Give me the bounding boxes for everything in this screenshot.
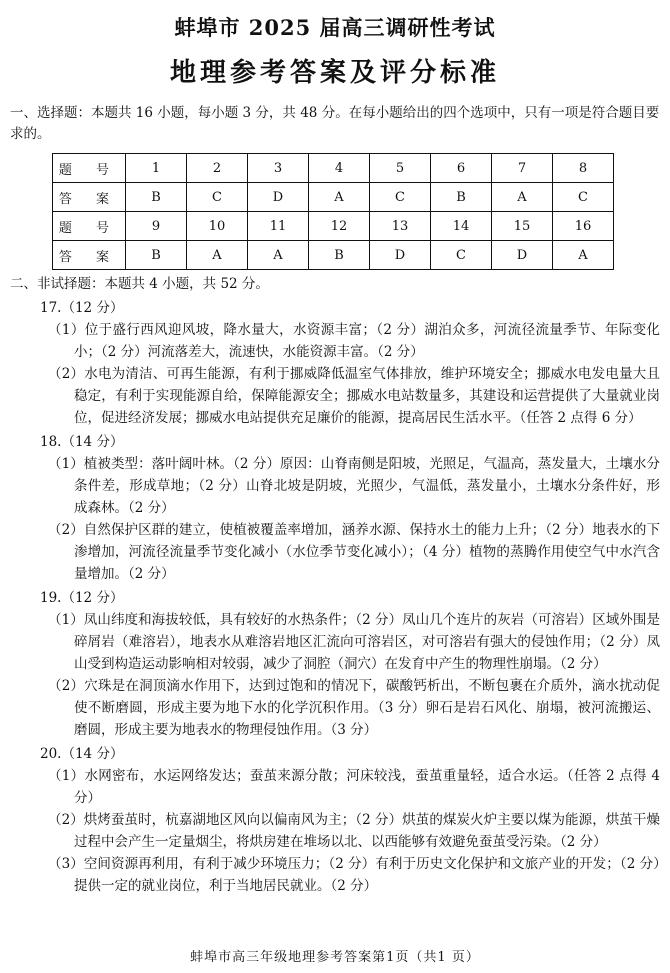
answer-cell: B (431, 183, 492, 212)
question-number-cell: 2 (187, 154, 248, 183)
question-number-cell: 14 (431, 212, 492, 241)
question-number-cell: 15 (492, 212, 553, 241)
answer-cell: D (248, 183, 309, 212)
question-number-cell: 12 (309, 212, 370, 241)
question-number-header: 题 号 (53, 154, 126, 183)
answer-header: 答 案 (53, 241, 126, 270)
question-number-cell: 1 (126, 154, 187, 183)
question-number-cell: 8 (553, 154, 614, 183)
answer-cell: A (187, 241, 248, 270)
answer-cell: D (492, 241, 553, 270)
answer-header: 答 案 (53, 183, 126, 212)
answer-cell: B (126, 183, 187, 212)
question-number-cell: 11 (248, 212, 309, 241)
question-20 (10, 743, 660, 897)
question-number-cell: 10 (187, 212, 248, 241)
answer-paragraph: （3）空间资源再利用，有利于减少环境压力；（2 分）有利于历史文化保护和文旅产业的开发；（2 分）提供一定的就业岗位，利于当地居民就业。（2 分） (48, 856, 660, 894)
question-number-cell: 6 (431, 154, 492, 183)
question-number-cell: 13 (370, 212, 431, 241)
answer-paragraph: （1）凤山纬度和海拔较低，具有较好的水热条件；（2 分）凤山几个连片的灰岩（可溶岩）区域外围是碎屑岩（难溶岩），地表水从难溶岩地区汇流向可溶岩区，对可溶岩有强大的侵蚀作用；（2 分）凤山受到构造运动影响相对较弱，减少了洞腔（洞穴）在发育中产生的物理性崩塌。（2 分） (48, 612, 660, 672)
answer-paragraph: （1）水网密布，水运网络发达；蚕茧来源分散；河床较浅，蚕茧重量轻，适合水运。（任答 2 点得 4 分） (48, 768, 660, 806)
answer-paragraph: （2）自然保护区群的建立，使植被覆盖率增加，涵养水源、保持水土的能力上升；（2 分）地表水的下渗增加，河流径流量季节变化减小（水位季节变化减小）；（4 分）植物的蒸腾作用使空气中水汽含量增加。（2 分） (48, 522, 660, 582)
table-row (53, 154, 614, 183)
answer-cell: D (370, 241, 431, 270)
question-number-cell: 4 (309, 154, 370, 183)
section-1-intro: 一、选择题：本题共 16 小题，每小题 3 分，共 48 分。在每小题给出的四个选项中，只有一项是符合题目要求的。 (10, 105, 660, 142)
document-title: 地理参考答案及评分标准 (169, 58, 500, 88)
answer-paragraph: （2）烘烤蚕茧时，杭嘉湖地区风向以偏南风为主；（2 分）烘茧的煤炭火炉主要以煤为能源，烘茧干燥过程中会产生一定量烟尘，将烘房建在堆场以北、以西能够有效避免蚕茧受污染。（2 分） (48, 812, 660, 850)
answer-cell: A (553, 241, 614, 270)
answer-cell: B (126, 241, 187, 270)
answer-cell: B (309, 241, 370, 270)
answer-cell: A (248, 241, 309, 270)
answer-cell: C (431, 241, 492, 270)
question-number: 19.（12 分） (40, 590, 124, 606)
section-2-intro: 二、非试择题：本题共 4 小题，共 52 分。 (10, 276, 269, 292)
question-19 (10, 587, 660, 741)
answer-table (52, 153, 614, 270)
answer-cell: A (492, 183, 553, 212)
question-number-header: 题 号 (53, 212, 126, 241)
answer-paragraph: （2）穴珠是在洞顶滴水作用下，达到过饱和的情况下，碳酸钙析出，不断包裹在介质外，滴水扰动促使不断磨圆，形成主要为地下水的化学沉积作用。（3 分）卵石是岩石风化、崩塌，被河流搬运、磨圆，形成主要为地表水的物理侵蚀作用。（3 分） (48, 678, 660, 738)
question-number-cell: 7 (492, 154, 553, 183)
table-row (53, 183, 614, 212)
page-footer: 蚌埠市高三年级地理参考答案第1页（共1 页） (190, 950, 480, 965)
answer-sheet-page (0, 12, 670, 973)
answer-cell: C (553, 183, 614, 212)
question-number-cell: 5 (370, 154, 431, 183)
question-number-cell: 3 (248, 154, 309, 183)
question-18 (10, 431, 660, 585)
answer-paragraph: （1）位于盛行西风迎风坡，降水量大，水资源丰富；（2 分）湖泊众多，河流径流量季节、年际变化小；（2 分）河流落差大，流速快，水能资源丰富。（2 分） (48, 322, 660, 360)
question-number-cell: 16 (553, 212, 614, 241)
exam-title: 蚌埠市 2025 届高三调研性考试 (174, 15, 496, 40)
answer-paragraph: （2）水电为清洁、可再生能源，有利于挪威降低温室气体排放，维护环境安全；挪威水电发电量大且稳定，有利于实现能源自给，保障能源安全；挪威水电站数量多，其建设和运营提供了大量就业岗位，促进经济发展；挪威水电站提供充足廉价的能源，提高居民生活水平。（任答 2 点得 6 分） (48, 366, 660, 426)
table-row (53, 212, 614, 241)
question-number: 20.（14 分） (40, 746, 124, 762)
question-number: 17.（12 分） (40, 300, 124, 316)
answer-cell: A (309, 183, 370, 212)
question-number-cell: 9 (126, 212, 187, 241)
table-row (53, 241, 614, 270)
answer-paragraph: （1）植被类型：落叶阔叶林。（2 分）原因：山脊南侧是阳坡，光照足，气温高，蒸发量大，土壤水分条件差，形成草地；（2 分）山脊北坡是阴坡，光照少，气温低，蒸发量小，土壤水分条件好，形成森林。（2 分） (48, 456, 660, 516)
answer-cell: C (187, 183, 248, 212)
answer-cell: C (370, 183, 431, 212)
question-number: 18.（14 分） (40, 434, 124, 450)
question-17 (10, 297, 660, 429)
